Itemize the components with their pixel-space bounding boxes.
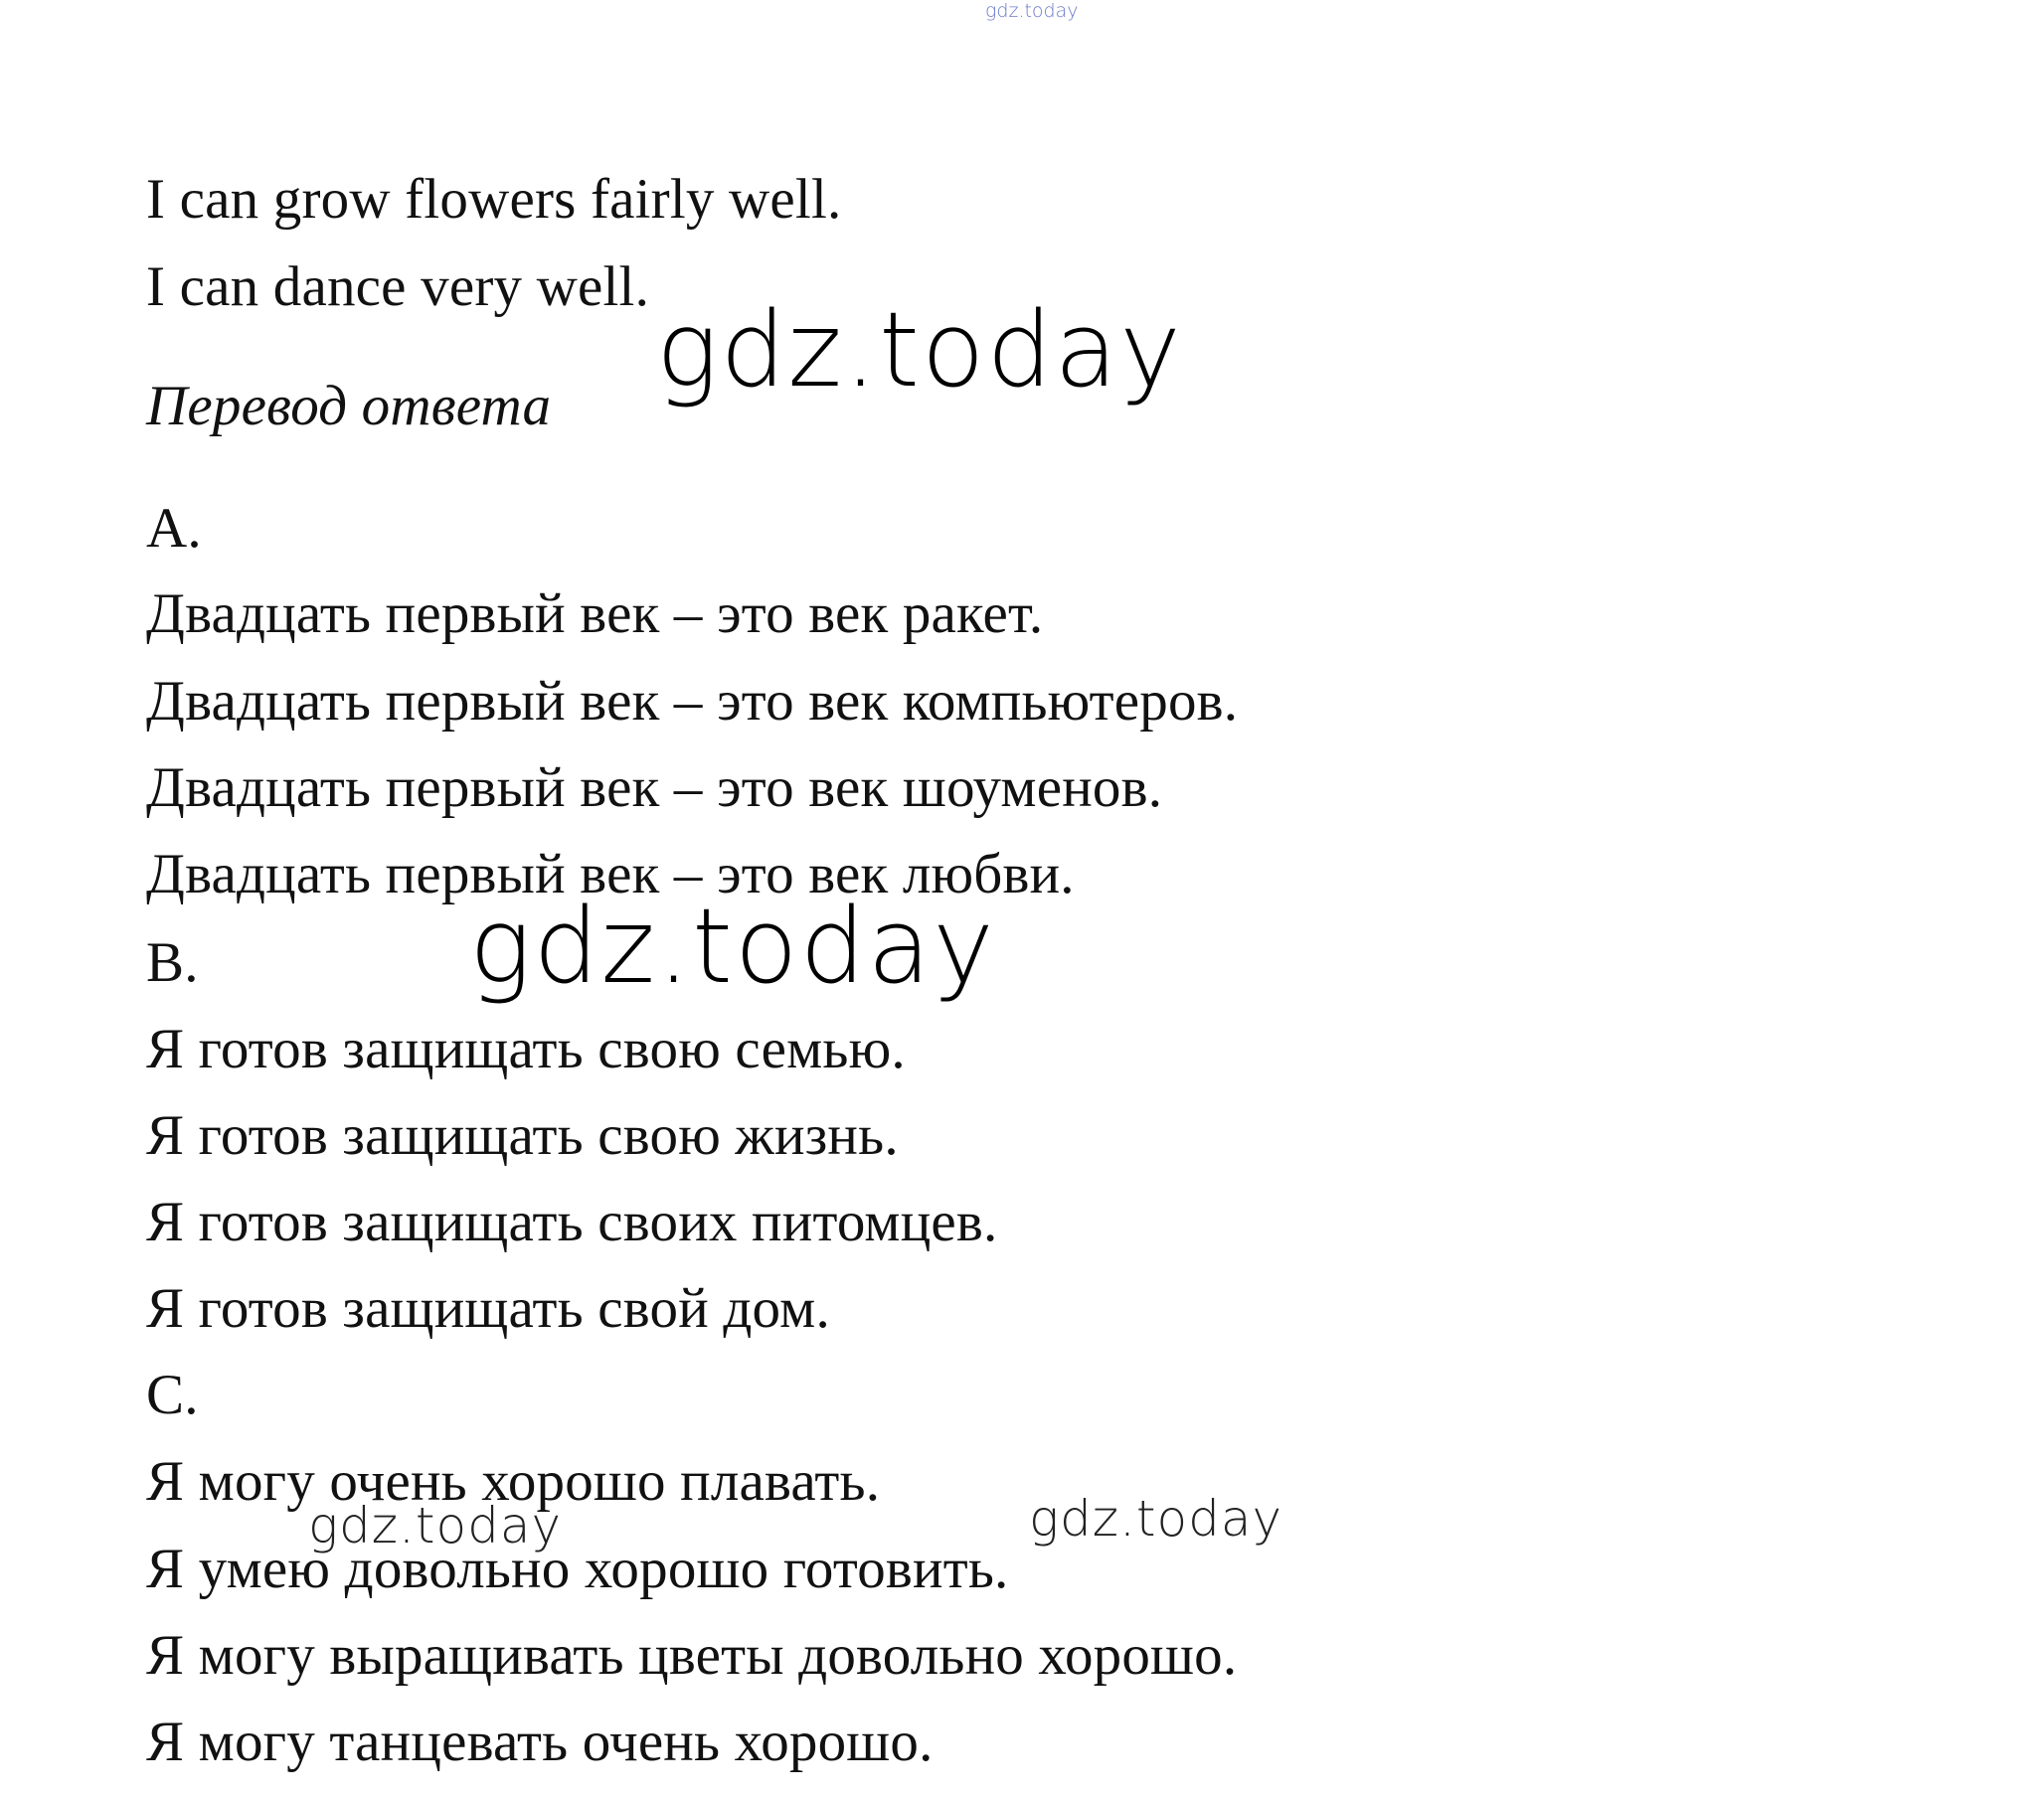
watermark-large-1: gdz.today (656, 289, 1183, 410)
section-c-line-1: Я могу очень хорошо плавать. (146, 1450, 881, 1513)
section-c-label: C. (146, 1364, 199, 1426)
section-a-line-4: Двадцать первый век – это век любви. (146, 843, 1075, 905)
section-b-line-3: Я готов защищать своих питомцев. (146, 1191, 998, 1253)
watermark-large-2: gdz.today (469, 886, 996, 1007)
section-a-line-2: Двадцать первый век – это век компьютеров. (146, 670, 1239, 733)
translation-heading: Перевод ответа (146, 375, 552, 437)
section-c-line-2: Я умею довольно хорошо готовить. (146, 1538, 1009, 1600)
english-line-dance: I can dance very well. (146, 255, 650, 318)
section-a-line-3: Двадцать первый век – это век шоуменов. (146, 756, 1163, 819)
section-a-label: A. (146, 497, 202, 560)
watermark-top: gdz.today (985, 0, 1079, 22)
watermark-small-2: gdz.today (1029, 1490, 1283, 1548)
section-a-line-1: Двадцать первый век – это век ракет. (146, 582, 1044, 645)
section-b-line-1: Я готов защищать свою семью. (146, 1018, 906, 1080)
section-b-label: B. (146, 931, 199, 994)
watermark-small-1: gdz.today (308, 1497, 563, 1554)
section-b-line-2: Я готов защищать свою жизнь. (146, 1104, 899, 1167)
section-c-line-3: Я могу выращивать цветы довольно хорошо. (146, 1624, 1238, 1687)
section-b-line-4: Я готов защищать свой дом. (146, 1277, 830, 1340)
section-c-line-4: Я могу танцевать очень хорошо. (146, 1711, 934, 1773)
english-line-flowers: I can grow flowers fairly well. (146, 168, 842, 231)
